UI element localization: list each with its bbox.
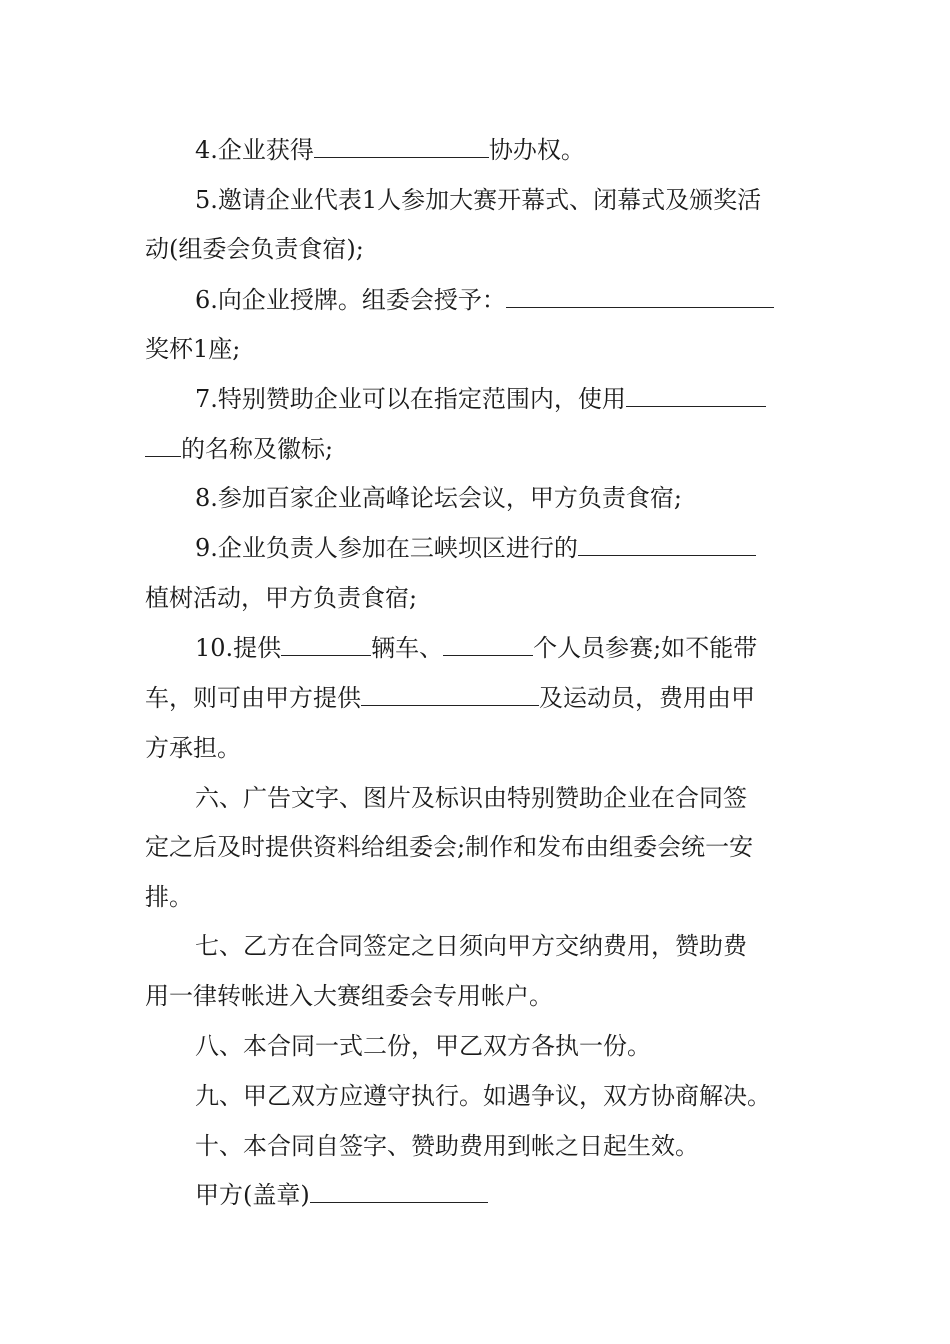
blank-field[interactable] bbox=[361, 679, 539, 706]
item-10-text-c: 个人员参赛;如不能带 bbox=[533, 634, 758, 662]
blank-field[interactable] bbox=[506, 281, 774, 308]
item-4-text: 4.企业获得 bbox=[195, 136, 314, 164]
clause-7-line-2: 用一律转帐进入大赛组委会专用帐户。 bbox=[145, 982, 553, 1010]
clause-6-line-3: 排。 bbox=[145, 883, 193, 911]
item-7-line-2 bbox=[145, 429, 333, 469]
blank-field[interactable] bbox=[443, 629, 533, 656]
blank-field[interactable] bbox=[626, 380, 766, 407]
item-7-tail: 的名称及徽标; bbox=[181, 435, 334, 463]
blank-field[interactable] bbox=[314, 131, 489, 158]
clause-7-line-1: 七、乙方在合同签定之日须向甲方交纳费用，赞助费 bbox=[195, 932, 747, 960]
party-a-label: 甲方(盖章) bbox=[195, 1181, 310, 1209]
item-5-line-2: 动(组委会负责食宿); bbox=[145, 235, 364, 263]
item-10-text-d: 车，则可由甲方提供 bbox=[145, 684, 361, 712]
blank-field[interactable] bbox=[578, 529, 756, 556]
item-4 bbox=[195, 130, 585, 170]
item-9-line-2: 植树活动，甲方负责食宿; bbox=[145, 584, 418, 612]
item-10-text-a: 10.提供 bbox=[195, 634, 282, 662]
item-10-line-3: 方承担。 bbox=[145, 734, 241, 762]
item-6-line-2: 奖杯1座; bbox=[145, 335, 241, 363]
clause-10: 十、本合同自签字、赞助费用到帐之日起生效。 bbox=[195, 1132, 699, 1160]
item-10-text-b: 辆车、 bbox=[371, 634, 444, 662]
item-9-text: 9.企业负责人参加在三峡坝区进行的 bbox=[195, 534, 578, 562]
item-6 bbox=[195, 280, 774, 320]
item-10-text-e: 及运动员，费用由甲 bbox=[539, 684, 755, 712]
item-5-line-1: 5.邀请企业代表1人参加大赛开幕式、闭幕式及颁奖活 bbox=[195, 186, 762, 214]
clause-6-line-2: 定之后及时提供资料给组委会;制作和发布由组委会统一安 bbox=[145, 833, 754, 861]
item-10 bbox=[195, 628, 757, 668]
clause-6-line-1: 六、广告文字、图片及标识由特别赞助企业在合同签 bbox=[195, 784, 747, 812]
blank-field[interactable] bbox=[281, 629, 371, 656]
clause-8: 八、本合同一式二份，甲乙双方各执一份。 bbox=[195, 1032, 651, 1060]
item-8: 8.参加百家企业高峰论坛会议，甲方负责食宿; bbox=[195, 484, 682, 512]
party-a-signature bbox=[195, 1175, 488, 1215]
item-6-text: 6.向企业授牌。组委会授予： bbox=[195, 286, 506, 314]
item-10-line-2 bbox=[145, 678, 755, 718]
item-4-tail: 协办权。 bbox=[488, 136, 585, 164]
item-7 bbox=[195, 379, 766, 419]
blank-field[interactable] bbox=[145, 430, 181, 457]
item-7-text: 7.特别赞助企业可以在指定范围内，使用 bbox=[195, 385, 626, 413]
clause-9: 九、甲乙双方应遵守执行。如遇争议，双方协商解决。 bbox=[195, 1082, 771, 1110]
item-9 bbox=[195, 528, 756, 568]
blank-field[interactable] bbox=[310, 1176, 488, 1203]
